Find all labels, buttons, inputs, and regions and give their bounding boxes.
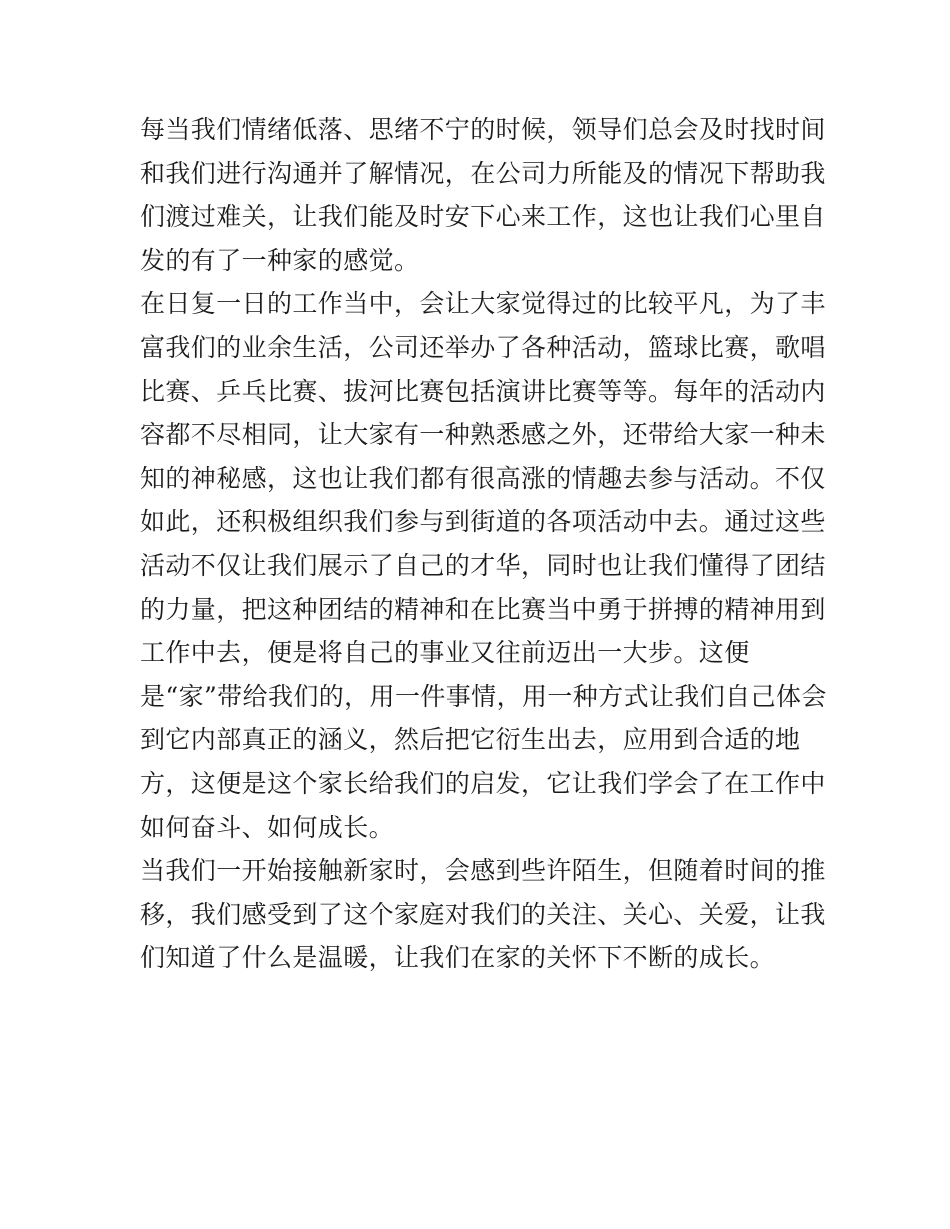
- text-line: 和我们进行沟通并了解情况，在公司力所能及的情况下帮助我: [140, 158, 826, 188]
- text-line: 富我们的业余生活，公司还举办了各种活动，篮球比赛，歌唱: [140, 332, 826, 362]
- text-line: 在日复一日的工作当中，会让大家觉得过的比较平凡，为了丰: [140, 289, 826, 319]
- text-line: 每当我们情绪低落、思绪不宁的时候，领导们总会及时找时间: [140, 115, 826, 144]
- text-line: 如此，还积极组织我们参与到街道的各项活动中去。通过这些: [140, 507, 826, 537]
- text-line: 方，这便是这个家长给我们的启发，它让我们学会了在工作中: [140, 768, 826, 798]
- text-line: 是“家”带给我们的，用一件事情，用一种方式让我们自己体会: [140, 681, 827, 711]
- text-line: 容都不尽相同，让大家有一种熟悉感之外，还带给大家一种未: [140, 420, 826, 450]
- text-line: 的力量，把这种团结的精神和在比赛当中勇于拼搏的精神用到: [140, 594, 826, 624]
- document-body: [140, 108, 827, 980]
- text-line: 们知道了什么是温暖，让我们在家的关怀下不断的成长。: [140, 943, 776, 973]
- text-line: 们渡过难关，让我们能及时安下心来工作，这也让我们心里自: [140, 202, 826, 232]
- paragraph-1: [140, 108, 826, 282]
- text-line: 发的有了一种家的感觉。: [140, 245, 420, 275]
- paragraph-3: [140, 849, 826, 980]
- text-line: 如何奋斗、如何成长。: [140, 812, 395, 842]
- paragraph-2: [140, 282, 827, 849]
- text-line: 知的神秘感，这也让我们都有很高涨的情趣去参与活动。不仅: [140, 463, 826, 493]
- text-line: 到它内部真正的涵义，然后把它衍生出去，应用到合适的地: [140, 725, 801, 755]
- text-line: 当我们一开始接触新家时，会感到些许陌生，但随着时间的推: [140, 856, 826, 886]
- text-line: 移，我们感受到了这个家庭对我们的关注、关心、关爱，让我: [140, 899, 826, 929]
- text-line: 工作中去，便是将自己的事业又往前迈出一大步。这便: [140, 638, 750, 668]
- text-line: 活动不仅让我们展示了自己的才华，同时也让我们懂得了团结: [140, 550, 826, 580]
- text-line: 比赛、乒乓比赛、拔河比赛包括演讲比赛等等。每年的活动内: [140, 376, 826, 406]
